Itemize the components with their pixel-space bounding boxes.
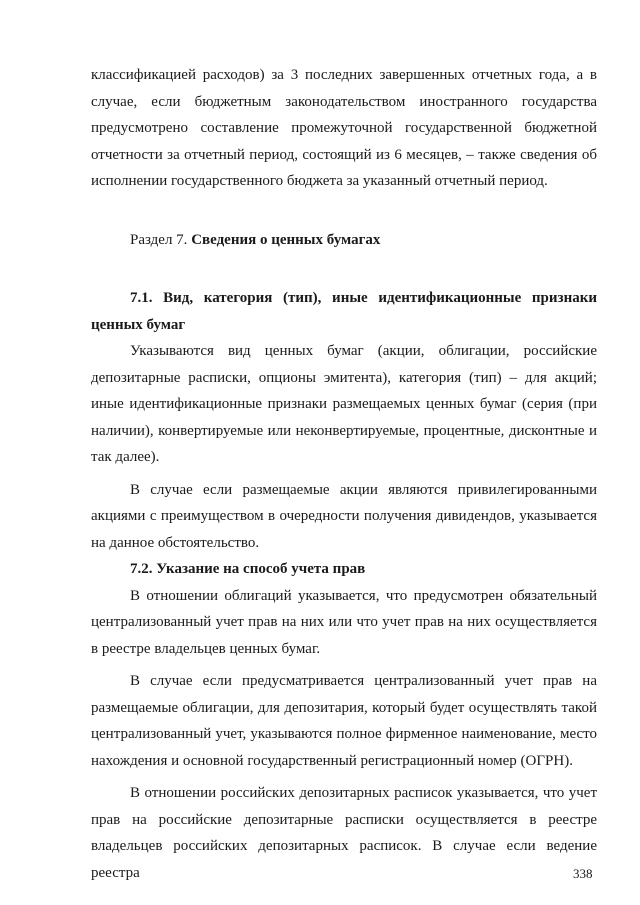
page-number: 338	[573, 866, 593, 881]
subsection-7-2-paragraph: В отношении облигаций указывается, что предусмотрен обязательный централизованный учет прав на них или что учет прав на них осуществляется в реестре владельцев ценных бумаг.	[91, 587, 597, 657]
subsection-7-1-heading: 7.1. Вид, категория (тип), иные идентификационные признаки ценных бумаг	[91, 290, 597, 333]
section-heading	[91, 227, 597, 254]
subsection-7-2-paragraph: В отношении российских депозитарных расписок указывается, что учет прав на российские депозитарные расписки осуществляется в реестре владельцев российских депозитарных расписок. В случае если ведение реестра	[91, 785, 597, 881]
intro-paragraph: классификацией расходов) за 3 последних завершенных отчетных года, а в случае, если бюджетным законодательством иностранного государства предусмотрено составление промежуточной государственной бюджетной отчетности за отчетный период, состоящий из 6 месяцев, – также сведения об исполнении государственного бюджета за указанный отчетный период.	[91, 67, 597, 189]
subsection-7-2-heading: 7.2. Указание на способ учета прав	[130, 561, 366, 577]
subsection-7-1-paragraph: В случае если размещаемые акции являются привилегированными акциями с преимуществом в очередности получения дивидендов, указывается на данное обстоятельство.	[91, 481, 597, 551]
section-prefix: Раздел 7.	[130, 231, 188, 248]
page-body	[91, 62, 597, 886]
subsection-7-2-paragraph: В случае если предусматривается централизованный учет прав на размещаемые облигации, для депозитария, который будет осуществлять такой централизованный учет, указываются полное фирменное наименование, место нахождения и основной государственный регистрационный номер (ОГРН).	[91, 673, 597, 769]
section-title: Сведения о ценных бумагах	[191, 231, 381, 248]
subsection-7-1-paragraph: Указываются вид ценных бумаг (акции, облигации, российские депозитарные расписки, опционы эмитента), категория (тип) – для акций; иные идентификационные признаки размещаемых ценных бумаг (серия (при наличии), конвертируемые или неконвертируемые, процентные, дисконтные и так далее).	[91, 343, 597, 465]
